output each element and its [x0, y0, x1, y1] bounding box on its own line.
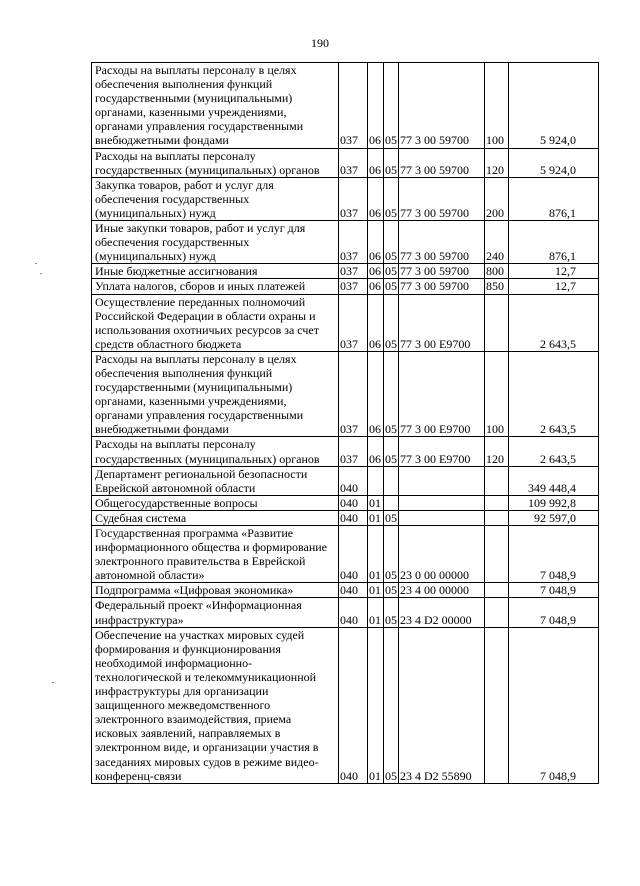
- cell-pr: 05: [384, 148, 399, 177]
- cell-pr: 05: [384, 437, 399, 466]
- table-row: [92, 510, 599, 525]
- cell-name: Расходы на выплаты персоналу в целях обеспечения выполнения функций государственными (муниципальными) органами, казенными учреждениями, органами управления государственными внебюджетными фондами: [92, 63, 339, 149]
- cell-ved: 037: [339, 351, 368, 437]
- table-row: [92, 583, 599, 598]
- cell-name: Государственная программа «Развитие информационного общества и формирование электронного правительства в Еврейской автономной области»: [92, 526, 339, 583]
- cell-rz: 06: [368, 279, 384, 294]
- cell-name: Иные бюджетные ассигнования: [92, 264, 339, 279]
- cell-ved: 040: [339, 510, 368, 525]
- page-number: 190: [311, 36, 329, 50]
- cell-csr: 77 3 00 E9700: [399, 294, 485, 351]
- cell-vr: [485, 526, 509, 583]
- cell-name: Подпрограмма «Цифровая экономика»: [92, 583, 339, 598]
- cell-name: Иные закупки товаров, работ и услуг для обеспечения государственных (муниципальных) нужд: [92, 221, 339, 264]
- table-row: [92, 437, 599, 466]
- cell-vr: 200: [485, 177, 509, 220]
- cell-ved: 037: [339, 294, 368, 351]
- cell-vr: 100: [485, 63, 509, 149]
- cell-name: Расходы на выплаты персоналу государственных (муниципальных) органов: [92, 437, 339, 466]
- cell-ved: 037: [339, 264, 368, 279]
- cell-rz: 06: [368, 264, 384, 279]
- cell-csr: 77 3 00 59700: [399, 279, 485, 294]
- cell-sum: 876,1: [509, 221, 599, 264]
- table-row: [92, 627, 599, 783]
- cell-vr: [485, 583, 509, 598]
- cell-name: Расходы на выплаты персоналу государственных (муниципальных) органов: [92, 148, 339, 177]
- cell-rz: 06: [368, 437, 384, 466]
- cell-name: Закупка товаров, работ и услуг для обеспечения государственных (муниципальных) нужд: [92, 177, 339, 220]
- cell-csr: 77 3 00 59700: [399, 148, 485, 177]
- cell-ved: 040: [339, 627, 368, 783]
- cell-rz: 06: [368, 294, 384, 351]
- table-row: [92, 177, 599, 220]
- cell-pr: 05: [384, 221, 399, 264]
- cell-pr: 05: [384, 598, 399, 627]
- table-row: [92, 63, 599, 149]
- table-row: [92, 598, 599, 627]
- cell-sum: 2 643,5: [509, 437, 599, 466]
- cell-sum: 12,7: [509, 279, 599, 294]
- cell-pr: [384, 466, 399, 495]
- cell-csr: [399, 510, 485, 525]
- cell-pr: 05: [384, 294, 399, 351]
- cell-pr: 05: [385, 279, 397, 294]
- table-row: [92, 495, 599, 510]
- cell-name: Уплата налогов, сборов и иных платежей: [92, 279, 339, 294]
- cell-rz: 01: [368, 627, 384, 783]
- cell-csr: 77 3 00 59700: [399, 221, 485, 264]
- cell-sum: 12,7: [509, 264, 599, 279]
- table-row: [92, 279, 599, 294]
- cell-pr: 05: [385, 583, 397, 598]
- cell-vr: 100: [485, 351, 509, 437]
- cell-pr: 05: [385, 510, 397, 525]
- cell-name: Федеральный проект «Информационная инфраструктура»: [92, 598, 339, 627]
- cell-ved: 040: [339, 583, 368, 598]
- cell-csr: 23 4 00 00000: [399, 583, 485, 598]
- cell-rz: 06: [368, 148, 384, 177]
- cell-sum: 2 643,5: [509, 294, 599, 351]
- cell-vr: 240: [485, 221, 509, 264]
- cell-rz: 01: [368, 583, 384, 598]
- cell-ved: 040: [339, 495, 368, 510]
- cell-csr: 77 3 00 59700: [399, 177, 485, 220]
- table-row: [92, 264, 599, 279]
- table-row: [92, 526, 599, 583]
- cell-sum: 7 048,9: [509, 627, 599, 783]
- cell-rz: 06: [368, 177, 384, 220]
- table-row: [92, 466, 599, 495]
- cell-rz: 01: [368, 510, 384, 525]
- cell-csr: 77 3 00 59700: [399, 63, 485, 149]
- cell-pr: 05: [384, 63, 399, 149]
- cell-name: Расходы на выплаты персоналу в целях обеспечения выполнения функций государственными (муниципальными) органами, казенными учреждениями, органами управления государственными внебюджетными фондами: [92, 351, 339, 437]
- cell-pr: 05: [384, 177, 399, 220]
- cell-vr: 120: [485, 148, 509, 177]
- cell-csr: [399, 466, 485, 495]
- cell-ved: 037: [339, 279, 368, 294]
- table-row: [92, 351, 599, 437]
- cell-rz: 01: [368, 495, 384, 510]
- cell-vr: 800: [485, 264, 509, 279]
- cell-vr: [485, 598, 509, 627]
- cell-ved: 037: [339, 221, 368, 264]
- cell-vr: [485, 627, 509, 783]
- table-row: [92, 221, 599, 264]
- cell-ved: 040: [339, 598, 368, 627]
- cell-csr: 77 3 00 E9700: [399, 351, 485, 437]
- cell-sum: 876,1: [509, 177, 599, 220]
- cell-csr: 77 3 00 E9700: [399, 437, 485, 466]
- cell-csr: 23 4 D2 55890: [399, 627, 485, 783]
- cell-name: Департамент региональной безопасности Еврейской автономной области: [92, 466, 339, 495]
- cell-pr: [384, 495, 399, 510]
- cell-rz: 06: [368, 351, 384, 437]
- table-row: [92, 294, 599, 351]
- cell-vr: [485, 510, 509, 525]
- cell-pr: 05: [384, 351, 399, 437]
- cell-vr: [485, 466, 509, 495]
- cell-sum: 92 597,0: [509, 510, 599, 525]
- cell-sum: 2 643,5: [509, 351, 599, 437]
- cell-csr: 23 0 00 00000: [399, 526, 485, 583]
- cell-rz: [368, 466, 384, 495]
- cell-name: Осуществление переданных полномочий Российской Федерации в области охраны и использования охотничьих ресурсов за счет средств областного бюджета: [92, 294, 339, 351]
- cell-rz: 06: [368, 221, 384, 264]
- cell-ved: 037: [339, 437, 368, 466]
- cell-csr: 77 3 00 59700: [399, 264, 485, 279]
- cell-sum: 7 048,9: [509, 598, 599, 627]
- cell-name: Обеспечение на участках мировых судей формирования и функционирования необходимой информационно-технологической и телекоммуникационной инфраструктуры для организации защищенного межведомственного электронного взаимодействия, приема исковых заявлений, направляемых в электронном виде, и организации участия в заседаниях мировых судов в режиме видео-конференц-связи: [92, 627, 339, 783]
- cell-csr: 23 4 D2 00000: [399, 598, 485, 627]
- cell-sum: 349 448,4: [509, 466, 599, 495]
- cell-ved: 037: [339, 177, 368, 220]
- budget-table: [91, 62, 599, 784]
- cell-pr: 05: [384, 627, 399, 783]
- cell-ved: 037: [339, 148, 368, 177]
- cell-csr: [399, 495, 485, 510]
- cell-rz: 01: [368, 526, 384, 583]
- cell-sum: 5 924,0: [509, 63, 599, 149]
- cell-name: Судебная система: [92, 510, 339, 525]
- cell-sum: 7 048,9: [509, 526, 599, 583]
- cell-sum: 5 924,0: [509, 148, 599, 177]
- cell-vr: 850: [485, 279, 509, 294]
- cell-ved: 040: [339, 526, 368, 583]
- cell-pr: 05: [384, 526, 399, 583]
- cell-pr: 05: [385, 264, 397, 279]
- cell-ved: 037: [339, 63, 368, 149]
- cell-name: Общегосударственные вопросы: [92, 495, 339, 510]
- cell-vr: 120: [485, 437, 509, 466]
- cell-sum: 7 048,9: [509, 583, 599, 598]
- cell-vr: [485, 294, 509, 351]
- table-row: [92, 148, 599, 177]
- cell-sum: 109 992,8: [509, 495, 599, 510]
- cell-rz: 01: [368, 598, 384, 627]
- cell-rz: 06: [368, 63, 384, 149]
- cell-ved: 040: [339, 466, 368, 495]
- cell-vr: [485, 495, 509, 510]
